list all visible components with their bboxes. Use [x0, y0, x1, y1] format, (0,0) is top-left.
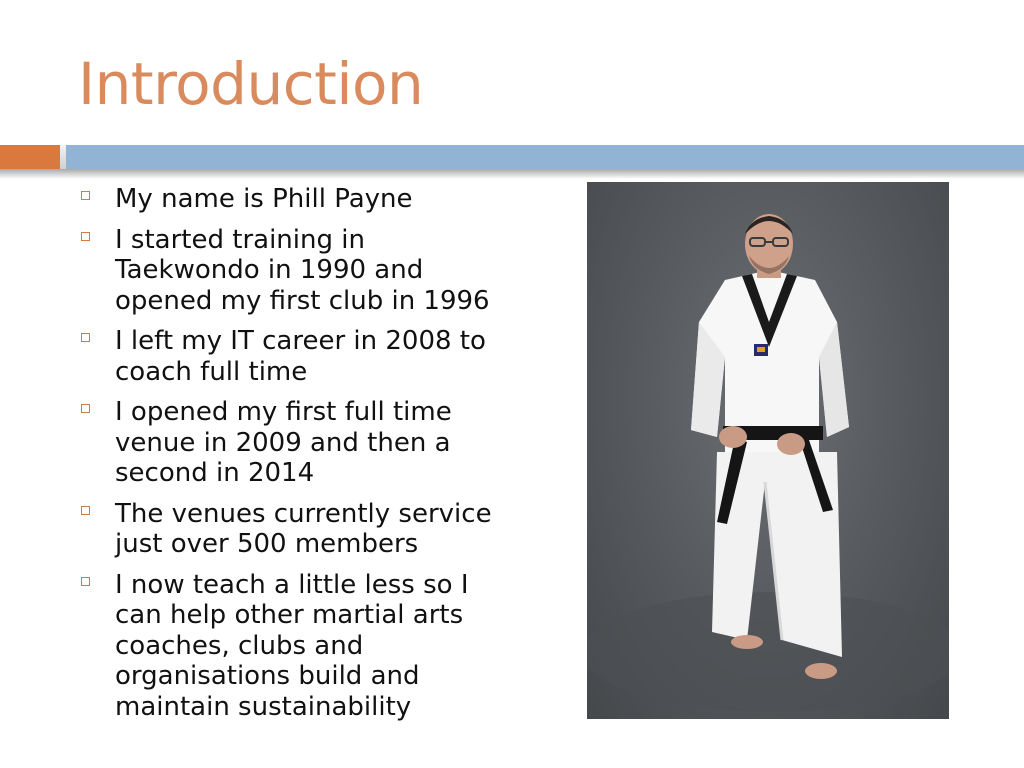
accent-bar-shadow [0, 169, 1024, 179]
bullet-text: I left my IT career in 2008 to coach full time [115, 326, 486, 387]
bullet-item [78, 326, 508, 387]
square-bullet-icon [81, 577, 90, 586]
square-bullet-icon [81, 404, 90, 413]
bullet-item [78, 570, 508, 723]
bullet-text: I now teach a little less so I can help other martial arts coaches, clubs and organisations build and maintain sustainability [115, 569, 469, 722]
bullet-text: I started training in Taekwondo in 1990 and opened my first club in 1996 [115, 224, 490, 316]
square-bullet-icon [81, 232, 90, 241]
square-bullet-icon [81, 191, 90, 200]
bullet-list [78, 184, 508, 732]
bullet-text: The venues currently service just over 500 members [115, 498, 492, 559]
accent-bar-orange [0, 145, 60, 169]
square-bullet-icon [81, 333, 90, 342]
bullet-item [78, 184, 508, 215]
bullet-item [78, 499, 508, 560]
accent-bar-blue [66, 145, 1024, 169]
square-bullet-icon [81, 506, 90, 515]
bullet-item [78, 397, 508, 489]
taekwondo-person-illustration [587, 182, 949, 719]
bullet-text: My name is Phill Payne [115, 184, 413, 214]
bullet-text: I opened my first full time venue in 2009 and then a second in 2014 [115, 397, 452, 488]
bullet-item [78, 225, 508, 317]
slide-title: Introduction [78, 50, 424, 118]
portrait-photo [587, 182, 949, 719]
